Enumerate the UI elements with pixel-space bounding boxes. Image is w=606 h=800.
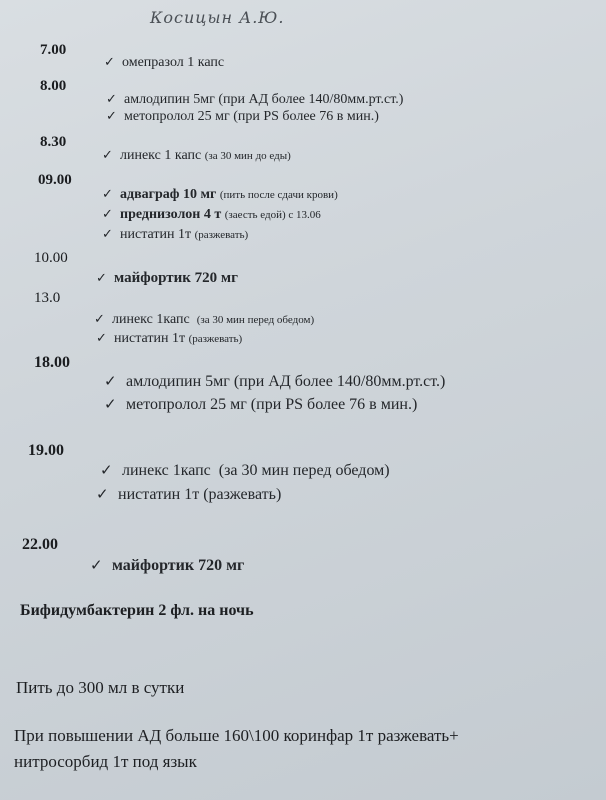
time-label: 18.00: [34, 354, 70, 371]
medication-item: [106, 92, 403, 108]
time-label: 8.00: [40, 78, 67, 94]
medication-name: метопролол 25 мг (при PS более 76 в мин.): [126, 396, 418, 413]
check-icon: ✓: [102, 207, 113, 222]
time-label: 19.00: [28, 442, 64, 459]
time-label: 09.00: [38, 172, 72, 188]
medication-item: [90, 556, 244, 575]
medication-name: нистатин 1т: [120, 227, 192, 242]
medication-name: метопролол 25 мг (при PS более 76 в мин.): [124, 109, 379, 124]
medication-note: (за 30 мин перед обедом): [196, 314, 315, 326]
bp-instruction-line-2: нитросорбид 1т под язык: [14, 752, 197, 771]
check-icon: ✓: [104, 55, 115, 70]
medication-item: [96, 331, 242, 347]
check-icon: ✓: [102, 227, 113, 242]
bp-instruction-line-1: При повышении АД больше 160\100 коринфар 1т разжевать+: [14, 726, 459, 745]
medication-item: [96, 270, 238, 287]
medication-name: нистатин 1т: [114, 331, 186, 346]
check-icon: ✓: [104, 395, 117, 413]
time-label: 13.0: [34, 290, 61, 306]
medication-name: преднизолон 4 т: [120, 207, 222, 222]
check-icon: ✓: [106, 109, 117, 124]
check-icon: ✓: [104, 372, 117, 390]
medication-note: (заесть едой) с 13.06: [224, 209, 321, 221]
check-icon: ✓: [94, 312, 105, 327]
check-icon: ✓: [102, 148, 113, 163]
medication-name: линекс 1капс: [122, 462, 211, 479]
medication-item: [94, 312, 314, 328]
medication-name: омепразол 1 капс: [122, 55, 225, 70]
medication-name: амлодипин 5мг (при АД более 140/80мм.рт.ст.): [124, 92, 404, 107]
medication-note: (разжевать): [188, 333, 243, 345]
medication-item: [106, 109, 379, 125]
medication-note: (разжевать): [194, 229, 249, 241]
time-label: 7.00: [40, 42, 67, 58]
medication-name: майфортик 720 мг: [114, 270, 238, 286]
medication-note: (за 30 мин перед обедом): [218, 462, 390, 479]
check-icon: ✓: [96, 331, 107, 346]
time-label: 10.00: [34, 250, 68, 266]
time-label: 8.30: [40, 134, 67, 150]
medication-item: [102, 148, 291, 164]
medication-name: майфортик 720 мг: [112, 557, 245, 574]
medication-item: [104, 395, 417, 414]
check-icon: ✓: [96, 485, 109, 503]
medication-note: (за 30 мин до еды): [204, 150, 291, 162]
check-icon: ✓: [106, 92, 117, 107]
check-icon: ✓: [90, 556, 103, 574]
check-icon: ✓: [96, 271, 107, 286]
medication-item: [104, 372, 445, 391]
medication-name: нистатин 1т: [118, 486, 200, 503]
medication-item: [102, 207, 321, 223]
medication-name: линекс 1 капс: [120, 148, 202, 163]
medication-item: [104, 55, 224, 71]
fluid-limit-instruction: Пить до 300 мл в сутки: [16, 678, 185, 697]
medication-note: (пить после сдачи крови): [219, 189, 338, 201]
check-icon: ✓: [102, 187, 113, 202]
check-icon: ✓: [100, 461, 113, 479]
medication-item: [102, 227, 248, 243]
medication-item: [100, 461, 390, 480]
medication-name: амлодипин 5мг (при АД более 140/80мм.рт.ст.): [126, 373, 446, 390]
bifidumbacterin-instruction: Бифидумбактерин 2 фл. на ночь: [20, 602, 254, 619]
medication-item: [96, 485, 281, 504]
handwritten-patient-name: Косицын А.Ю.: [150, 8, 285, 27]
medication-name: линекс 1капс: [112, 312, 190, 327]
medication-note: (разжевать): [203, 486, 282, 503]
medication-item: [102, 187, 338, 203]
medication-name: адваграф 10 мг: [120, 187, 217, 202]
time-label: 22.00: [22, 536, 58, 553]
